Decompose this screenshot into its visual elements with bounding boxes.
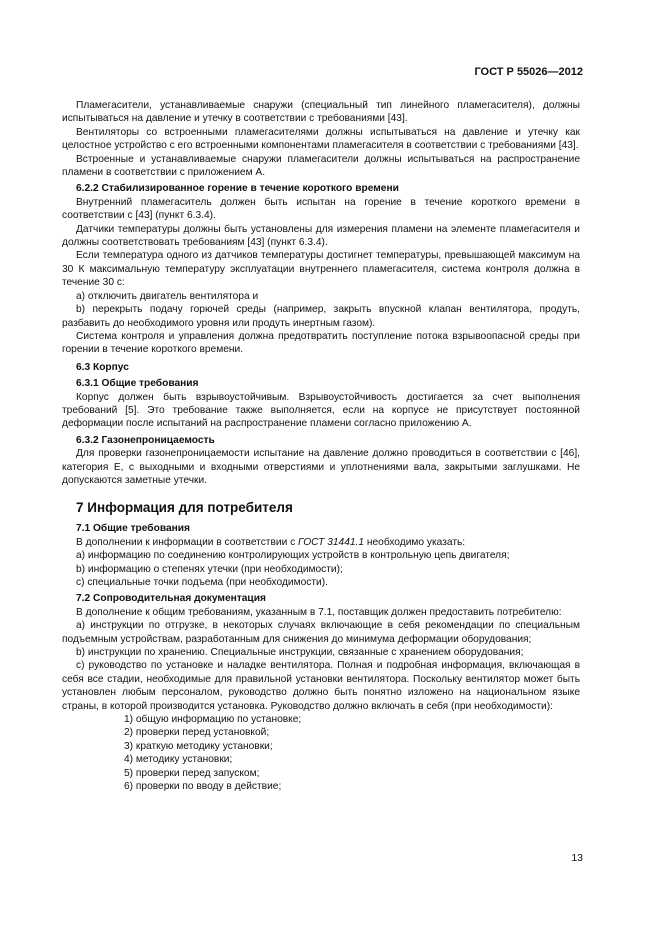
numbered-item: 5) проверки перед запуском; — [124, 767, 260, 779]
numbered-item: 2) проверки перед установкой; — [124, 727, 270, 739]
list-item: c) специальные точки подъема (при необходимости). — [76, 577, 328, 588]
paragraph: Датчики температуры должны быть установлены для измерения пламени на элементе пламегасителя и должны соответствовать требованиям [43] (пункт 6.3.4). — [62, 223, 580, 249]
numbered-item: 1) общую информацию по установке; — [124, 714, 302, 726]
list-item: а) инструкции по отгрузке, в некоторых случаях включающие в себя рекомендации по специальным подъемным устройствам, разработанным для снижения до минимума деформации оборудования; — [62, 620, 580, 645]
section-heading-7-1: 7.1 Общие требования — [76, 523, 190, 535]
chapter-heading-7: 7 Информация для потребителя — [76, 500, 293, 516]
paragraph: Для проверки газонепроницаемости испытание на давление должно проводиться в соответствии с [46], категория Е, с выходными и входными отверстиями и уплотнениями вала, закрытыми заглушками. Не допускаются заметные утечки. — [62, 448, 580, 486]
paragraph: Встроенные и устанавливаемые снаружи пламегасители должны испытываться на распространение пламени в соответствии с приложением А. — [62, 153, 580, 179]
paragraph: Вентиляторы со встроенными пламегасителями должны испытываться на давление и утечку как целостное устройство с его встроенными компонентами пламегасителя в соответствии с требованиями [43]. — [62, 126, 580, 152]
numbered-item: 3) краткую методику установки; — [124, 740, 273, 752]
page-number: 13 — [571, 852, 583, 864]
paragraph: Корпус должен быть взрывоустойчивым. Взрывоустойчивость достигается за счет выполнения требований [5]. Это требование также выполняется, если на корпусе не присутствует постоянной деформации после испытаний на распространение пламени согласно приложению А. — [62, 391, 580, 430]
section-heading-6-3-1: 6.3.1 Общие требования — [76, 378, 199, 390]
list-item: b) перекрыть подачу горючей среды (например, закрыть впускной клапан вентилятора, продуть, разбавить до необходимого уровня или продуть инертным газом). — [62, 304, 580, 329]
text: необходимо указать: — [364, 536, 466, 548]
section-heading-6-2-2: 6.2.2 Стабилизированное горение в течение короткого времени — [76, 183, 399, 195]
paragraph: Пламегасители, устанавливаемые снаружи (специальный тип линейного пламегасителя), должны испытываться на давление и утечку в соответствии с требованиями [43]. — [62, 100, 580, 125]
paragraph — [62, 536, 580, 549]
section-heading-6-3-2: 6.3.2 Газонепроницаемость — [76, 434, 215, 446]
paragraph: В дополнение к общим требованиям, указанным в 7.1, поставщик должен предоставить потребителю: — [76, 606, 562, 618]
page-body — [62, 99, 580, 794]
section-heading-6-3: 6.3 Корпус — [76, 361, 129, 373]
paragraph: Система контроля и управления должна предотвратить поступление потока взрывоопасной среды при горении в течение короткого времени. — [62, 330, 580, 356]
list-item: c) руководство по установке и наладке вентилятора. Полная и подробная информация, включающая в себя все стадии, необходимые для правильной установки вентилятора. Поскольку вентилятор может быть установлен любым персоналом, руководство должно быть понятно изложено на национальном языке страны, в которой производится установка. Руководство должно включать в себя (при необходимости): — [62, 660, 580, 712]
paragraph: Внутренний пламегаситель должен быть испытан на горение в течение короткого времени в соответствии с [43] (пункт 6.3.4). — [62, 196, 580, 222]
list-item: b) информацию о степенях утечки (при необходимости); — [76, 563, 343, 575]
paragraph: Если температура одного из датчиков температуры достигнет температуры, превышающей максимум на 30 К максимальную температуру эксплуатации внутреннего пламегасителя, система контроля должна в течение 30 с: — [62, 250, 580, 289]
document-code: ГОСТ Р 55026—2012 — [474, 66, 583, 78]
list-item: b) инструкции по хранению. Специальные инструкции, связанные с хранением оборудования; — [76, 647, 524, 659]
list-item: а) отключить двигатель вентилятора и — [76, 290, 259, 302]
list-item: а) информацию по соединению контролирующих устройств в контрольную цепь двигателя; — [76, 550, 510, 562]
numbered-item: 6) проверки по вводу в действие; — [124, 781, 282, 793]
text: В дополнении к информации в соответствии с — [76, 536, 299, 548]
numbered-item: 4) методику установки; — [124, 754, 233, 766]
standard-reference: ГОСТ 31441.1 — [298, 536, 365, 548]
section-heading-7-2: 7.2 Сопроводительная документация — [76, 593, 266, 605]
